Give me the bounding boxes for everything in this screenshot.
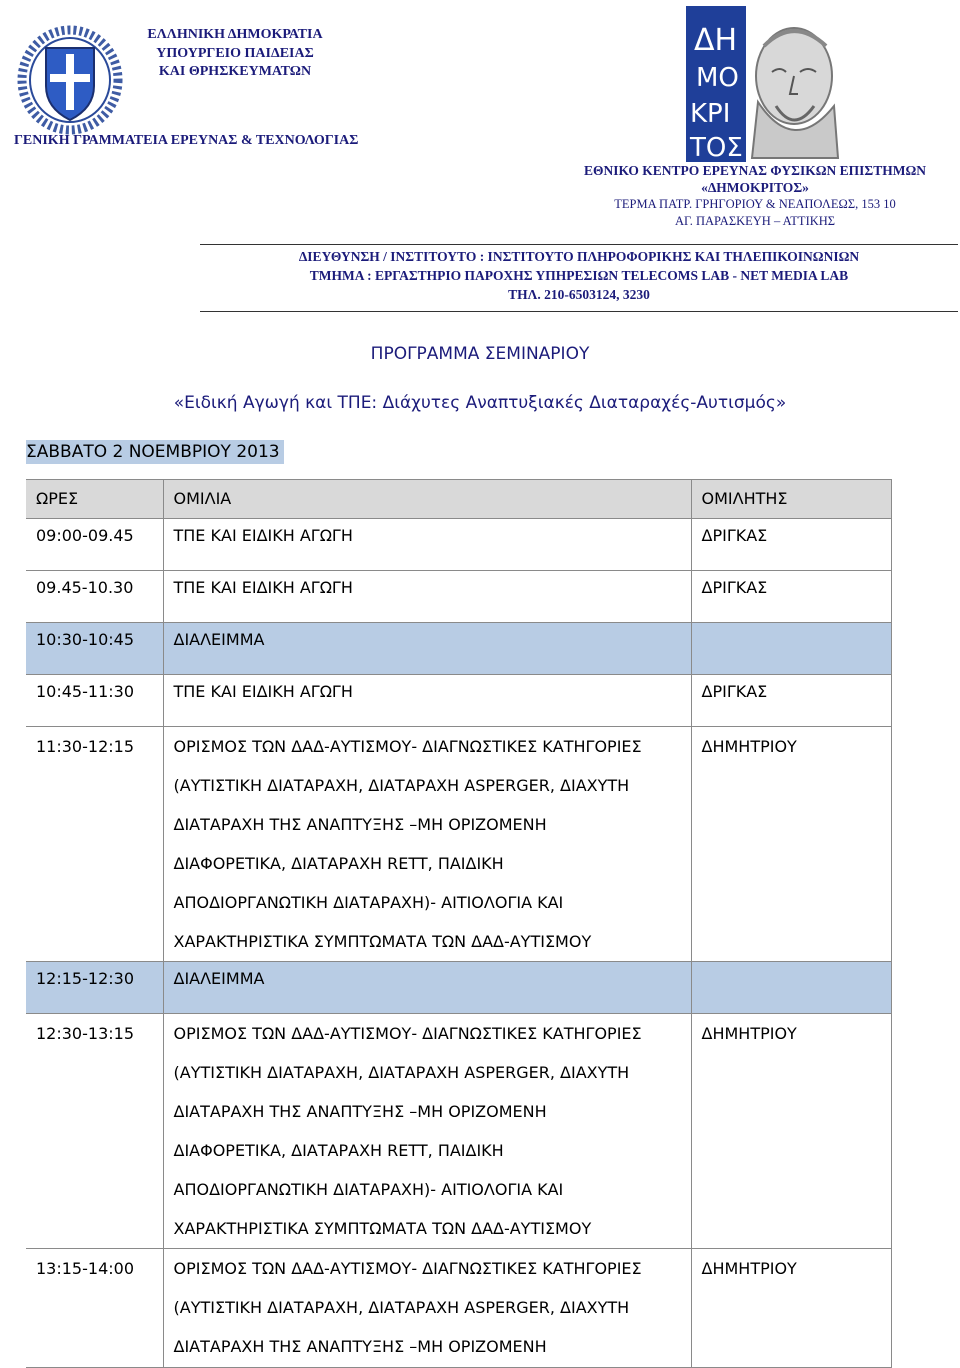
date-line: ΣΑΒΒΑΤΟ 2 ΝΟΕΜΒΡΙΟΥ 2013 [26,440,284,464]
topic-line: (ΑΥΤΙΣΤΙΚΗ ΔΙΑΤΑΡΑΧΗ, ΔΙΑΤΑΡΑΧΗ ASPERGER, ΔΙΑΧΥΤΗ [173,776,630,795]
row-time: 13:15-14:00 [26,1249,163,1368]
topic-line: ΧΑΡΑΚΤΗΡΙΣΤΙΚΑ ΣΥΜΠΤΩΜΑΤΑ ΤΩΝ ΔΑΔ-ΑΥΤΙΣΜΟΥ [173,932,592,951]
address-line-2: ΑΓ. ΠΑΡΑΣΚΕΥΗ – ΑΤΤΙΚΗΣ [674,214,836,228]
center-name-line-1: ΕΘΝΙΚΟ ΚΕΝΤΡΟ ΕΡΕΥΝΑΣ ΦΥΣΙΚΩΝ ΕΠΙΣΤΗΜΩΝ [583,163,927,178]
row-speaker: ΔΡΙΓΚΑΣ [691,519,891,571]
row-speaker [691,962,891,1014]
row-speaker: ΔΗΜΗΤΡΙΟΥ [691,1249,891,1368]
row-time: 09.45-10.30 [26,571,163,623]
topic-line: ΧΑΡΑΚΤΗΡΙΣΤΙΚΑ ΣΥΜΠΤΩΜΑΤΑ ΤΩΝ ΔΑΔ-ΑΥΤΙΣΜΟΥ [173,1219,592,1238]
row-topic: ΤΠΕ ΚΑΙ ΕΙΔΙΚΗ ΑΓΩΓΗ [163,675,691,727]
ministry-block [110,26,360,82]
address-line-1: ΤΕΡΜΑ ΠΑΤΡ. ΓΡΗΓΟΡΙΟΥ & ΝΕΑΠΟΛΕΩΣ, 153 10 [614,197,896,211]
logo-text-3: ΚΡΙ [690,99,731,129]
divider-bottom [200,311,958,312]
row-time: 12:30-13:15 [26,1014,163,1249]
demokritos-logo [686,6,846,162]
table-row-break [26,623,891,675]
divider-top [200,244,958,245]
schedule-table [26,479,892,1368]
topic-line: ΔΙΑΦΟΡΕΤΙΚΑ, ΔΙΑΤΑΡΑΧΗ RETT, ΠΑΙΔΙΚΗ [173,854,504,873]
topic-line: (ΑΥΤΙΣΤΙΚΗ ΔΙΑΤΑΡΑΧΗ, ΔΙΑΤΑΡΑΧΗ ASPERGER, ΔΙΑΧΥΤΗ [173,1298,630,1317]
topic-line: (ΑΥΤΙΣΤΙΚΗ ΔΙΑΤΑΡΑΧΗ, ΔΙΑΤΑΡΑΧΗ ASPERGER, ΔΙΑΧΥΤΗ [173,1063,630,1082]
header-talk: ΟΜΙΛΙΑ [163,480,691,519]
row-topic [163,1249,691,1368]
row-speaker [691,623,891,675]
row-topic: ΤΠΕ ΚΑΙ ΕΙΔΙΚΗ ΑΓΩΓΗ [163,571,691,623]
row-topic: ΔΙΑΛΕΙΜΜΑ [163,623,691,675]
table-row [26,1249,891,1368]
table-row [26,675,891,727]
row-topic: ΤΠΕ ΚΑΙ ΕΙΔΙΚΗ ΑΓΩΓΗ [163,519,691,571]
row-time: 12:15-12:30 [26,962,163,1014]
table-row [26,1014,891,1249]
topic-line: ΔΙΑΤΑΡΑΧΗ ΤΗΣ ΑΝΑΠΤΥΞΗΣ –ΜΗ ΟΡΙΖΟΜΕΝΗ [173,1337,547,1356]
department-line-3: ΤΗΛ. 210-6503124, 3230 [508,287,650,302]
logo-text-1: ΔΗ [694,23,738,58]
table-row-break [26,962,891,1014]
table-row [26,727,891,962]
demokritos-logo-icon [686,6,846,162]
topic-line: ΟΡΙΣΜΟΣ ΤΩΝ ΔΑΔ-ΑΥΤΙΣΜΟΥ- ΔΙΑΓΝΩΣΤΙΚΕΣ ΚΑΤΗΓΟΡΙΕΣ [173,1024,642,1043]
ministry-line-2: ΥΠΟΥΡΓΕΙΟ ΠΑΙΔΕΙΑΣ [156,45,314,61]
topic-line: ΔΙΑΤΑΡΑΧΗ ΤΗΣ ΑΝΑΠΤΥΞΗΣ –ΜΗ ΟΡΙΖΟΜΕΝΗ [173,815,547,834]
topic-line: ΔΙΑΤΑΡΑΧΗ ΤΗΣ ΑΝΑΠΤΥΞΗΣ –ΜΗ ΟΡΙΖΟΜΕΝΗ [173,1102,547,1121]
header-hours: ΩΡΕΣ [26,480,163,519]
row-time: 10:45-11:30 [26,675,163,727]
row-time: 11:30-12:15 [26,727,163,962]
department-line-1: ΔΙΕΥΘΥΝΣΗ / ΙΝΣΤΙΤΟΥΤΟ : ΙΝΣΤΙΤΟΥΤΟ ΠΛΗΡΟΦΟΡΙΚΗΣ ΚΑΙ ΤΗΛΕΠΙΚΟΙΝΩΝΙΩΝ [298,249,860,264]
seminar-title: «Ειδική Αγωγή και ΤΠΕ: Διάχυτες Αναπτυξιακές Διαταραχές-Αυτισμός» [173,393,787,413]
row-topic [163,727,691,962]
topic-line: ΟΡΙΣΜΟΣ ΤΩΝ ΔΑΔ-ΑΥΤΙΣΜΟΥ- ΔΙΑΓΝΩΣΤΙΚΕΣ ΚΑΤΗΓΟΡΙΕΣ [173,737,642,756]
row-topic: ΔΙΑΛΕΙΜΜΑ [163,962,691,1014]
ministry-line-3: ΚΑΙ ΘΡΗΣΚΕΥΜΑΤΩΝ [158,64,312,79]
table-row [26,571,891,623]
ministry-line-1: ΕΛΛΗΝΙΚΗ ΔΗΜΟΚΡΑΤΙΑ [147,27,323,42]
program-title: ΠΡΟΓΡΑΜΜΑ ΣΕΜΙΝΑΡΙΟΥ [370,344,590,364]
row-speaker: ΔΡΙΓΚΑΣ [691,675,891,727]
secretariat-name: ΓΕΝΙΚΗ ΓΡΑΜΜΑΤΕΙΑ ΕΡΕΥΝΑΣ & ΤΕΧΝΟΛΟΓΙΑΣ [14,133,359,148]
topic-line: ΟΡΙΣΜΟΣ ΤΩΝ ΔΑΔ-ΑΥΤΙΣΜΟΥ- ΔΙΑΓΝΩΣΤΙΚΕΣ ΚΑΤΗΓΟΡΙΕΣ [173,1259,642,1278]
department-block [200,247,958,304]
row-topic [163,1014,691,1249]
row-time: 10:30-10:45 [26,623,163,675]
row-speaker: ΔΡΙΓΚΑΣ [691,571,891,623]
topic-line: ΔΙΑΦΟΡΕΤΙΚΑ, ΔΙΑΤΑΡΑΧΗ RETT, ΠΑΙΔΙΚΗ [173,1141,504,1160]
row-speaker: ΔΗΜΗΤΡΙΟΥ [691,727,891,962]
row-speaker: ΔΗΜΗΤΡΙΟΥ [691,1014,891,1249]
header-speaker: ΟΜΙΛΗΤΗΣ [691,480,891,519]
table-header-row [26,480,891,519]
table-row [26,519,891,571]
topic-line: ΑΠΟΔΙΟΡΓΑΝΩΤΙΚΗ ΔΙΑΤΑΡΑΧΗ)- ΑΙΤΙΟΛΟΓΙΑ ΚΑΙ [173,1180,564,1199]
logo-text-4: ΤΟΣ [690,133,743,162]
logo-text-2: ΜΟ [696,63,739,93]
bust-sculpture-icon [752,28,838,158]
center-name-line-2: «ΔΗΜΟΚΡΙΤΟΣ» [701,180,809,195]
department-line-2: ΤΜΗΜΑ : ΕΡΓΑΣΤΗΡΙΟ ΠΑΡΟΧΗΣ ΥΠΗΡΕΣΙΩΝ TELECOMS LAB - NET MEDIA LAB [309,268,849,283]
topic-line: ΑΠΟΔΙΟΡΓΑΝΩΤΙΚΗ ΔΙΑΤΑΡΑΧΗ)- ΑΙΤΙΟΛΟΓΙΑ ΚΑΙ [173,893,564,912]
center-name-block [555,162,955,230]
row-time: 09:00-09.45 [26,519,163,571]
